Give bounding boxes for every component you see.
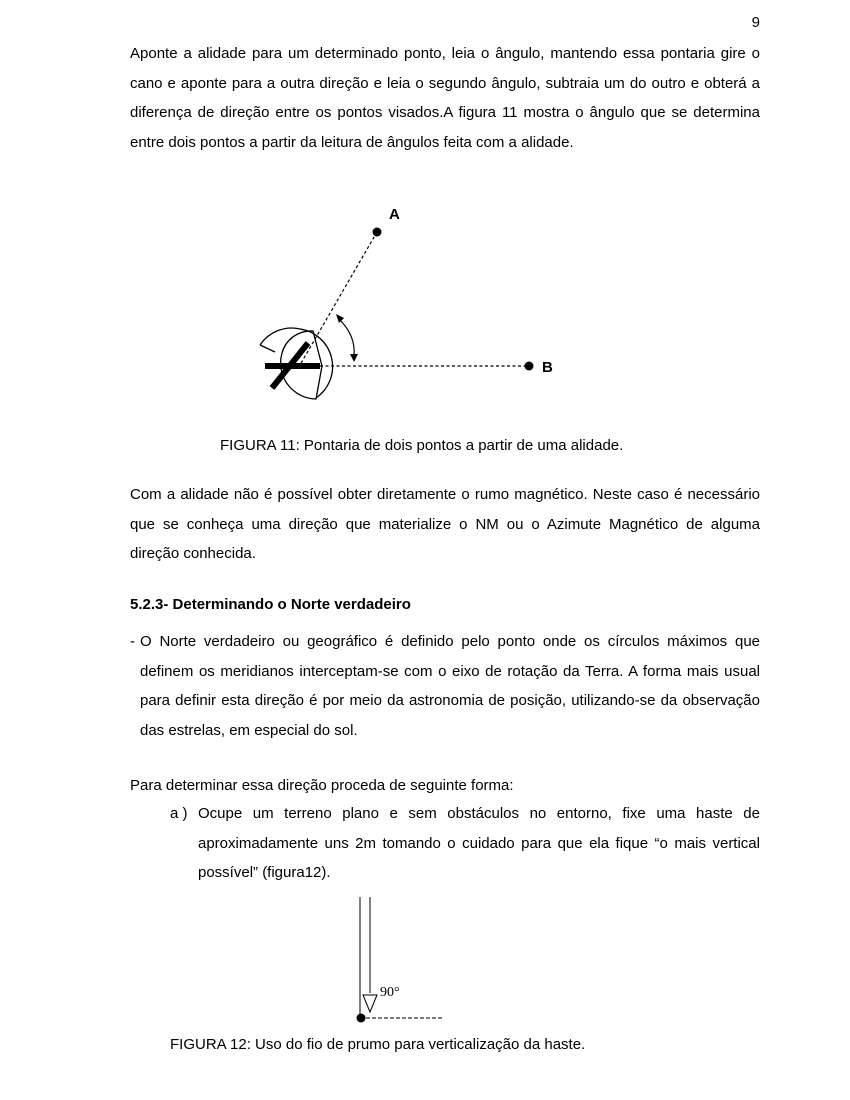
paragraph-procedure-intro: Para determinar essa direção proceda de seguinte forma: (130, 777, 514, 794)
list-item-a-text: Ocupe um terreno plano e sem obstáculos no entorno, fixe uma haste de aproximadamente uns 2m tomando o cuidado para que ela fique “o mais vertical possível” (figura12). (198, 805, 760, 881)
sight-line-a (300, 232, 377, 365)
plumb-bob-triangle (363, 995, 377, 1012)
point-b (525, 362, 534, 371)
point-a-label: A (389, 206, 400, 223)
list-item-a-marker: a ) (170, 805, 188, 822)
figure-12-caption-prefix: FIGURA 12 (170, 1036, 247, 1053)
angle-arc-arrow (338, 318, 354, 356)
paragraph-alidade-aiming: Aponte a alidade para um determinado ponto, leia o ângulo, mantendo essa pontaria gire o cano e aponte para a outra direção e leia o segundo ângulo, subtraia um do outro e obterá a diferença de direção entre os pontos visados.A figura 11 mostra o ângulo que se determina entre dois pontos a partir da leitura de ângulos feita com a alidade. (130, 45, 760, 151)
bullet-dash: - (130, 633, 135, 650)
figure-11-caption-prefix: FIGURA 11 (220, 437, 296, 454)
page-number: 9 (751, 14, 760, 31)
section-heading: 5.2.3- Determinando o Norte verdadeiro (130, 596, 411, 613)
bullet-true-north (130, 627, 760, 745)
figure-11-caption-text: : Pontaria de dois pontos a partir de uma alidade. (295, 437, 624, 454)
bullet-text: O Norte verdadeiro ou geográfico é definido pelo ponto onde os círculos máximos que definem os meridianos interceptam-se com o eixo de rotação da Terra. A forma mais usual para definir esta direção é por meio da astronomia de posição, utilizando-se da observação das estrelas, em especial do sol. (140, 633, 760, 739)
figure-12-caption (170, 1036, 585, 1053)
figure-11-caption (220, 437, 623, 454)
point-b-label: B (542, 359, 553, 376)
rod-base-point (357, 1014, 366, 1023)
list-item-a (170, 799, 760, 888)
alidade-dial (281, 331, 322, 399)
point-a (373, 228, 382, 237)
angle-label: 90° (380, 985, 400, 1000)
alidade-sight-bar (272, 343, 308, 388)
figure-12-caption-text: : Uso do fio de prumo para verticalização da haste. (246, 1036, 586, 1053)
paragraph-magnetic-bearing: Com a alidade não é possível obter diretamente o rumo magnético. Neste caso é necessário que se conheça uma direção que materialize o NM ou o Azimute Magnético de alguma direção conhecida. (130, 486, 760, 562)
